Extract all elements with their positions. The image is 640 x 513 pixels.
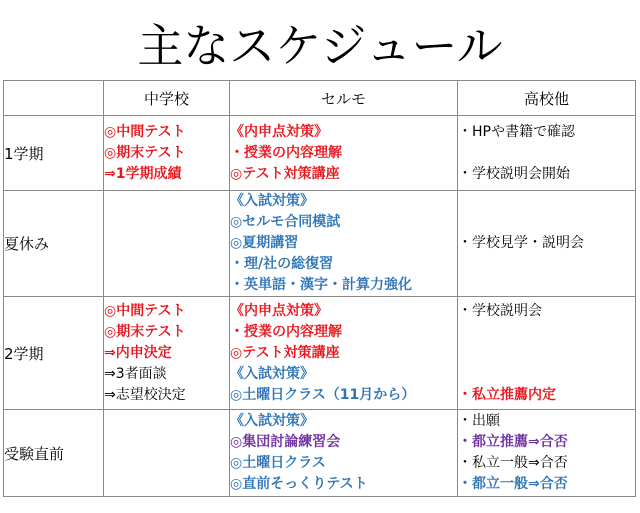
schedule-item: ◎集団討論練習会	[230, 434, 341, 450]
schedule-item: ◎夏期講習	[230, 235, 299, 251]
schedule-item: ・英単語・漢字・計算力強化	[230, 277, 412, 293]
junior-high-cell	[104, 116, 230, 191]
high-school-cell	[458, 410, 636, 497]
header-junior-high: 中学校	[104, 81, 230, 116]
schedule-item: ・出願	[458, 413, 500, 429]
schedule-item: ・私立推薦内定	[458, 386, 556, 403]
schedule-item: ・HPや書籍で確認	[458, 123, 575, 140]
schedule-item: ◎期末テスト	[104, 323, 186, 340]
high-school-cell	[458, 191, 636, 297]
header-row	[4, 81, 636, 116]
schedule-item: ・学校見学・説明会	[458, 235, 584, 251]
schedule-item: ・授業の内容理解	[230, 323, 342, 340]
schedule-item: ・都立一般⇒合否	[458, 476, 568, 492]
schedule-item: 《入試対策》	[230, 365, 314, 382]
high-school-cell	[458, 297, 636, 410]
schedule-item: ⇒1学期成績	[104, 165, 182, 182]
selmo-cell	[230, 297, 458, 410]
term-label: 夏休み	[4, 191, 104, 297]
table-row	[4, 410, 636, 497]
schedule-item: 《入試対策》	[230, 413, 314, 429]
selmo-cell	[230, 116, 458, 191]
schedule-item: ◎テスト対策講座	[230, 165, 340, 182]
schedule-item: ・学校説明会開始	[458, 165, 570, 182]
schedule-item: ◎直前そっくりテスト	[230, 476, 368, 492]
schedule-table	[3, 80, 636, 497]
schedule-item: ⇒3者面談	[104, 365, 167, 382]
schedule-item: ◎中間テスト	[104, 302, 186, 319]
schedule-item: 《内申点対策》	[230, 123, 328, 140]
schedule-item: ◎土曜日クラス（11月から）	[230, 386, 416, 403]
junior-high-cell	[104, 297, 230, 410]
schedule-item: ・学校説明会	[458, 302, 542, 319]
schedule-item: ◎セルモ合同模試	[230, 214, 341, 230]
schedule-item: ◎期末テスト	[104, 144, 186, 161]
header-selmo: セルモ	[230, 81, 458, 116]
high-school-cell	[458, 116, 636, 191]
schedule-item	[458, 143, 635, 164]
schedule-item	[458, 364, 635, 385]
selmo-cell	[230, 191, 458, 297]
term-label: 2学期	[4, 297, 104, 410]
schedule-item: ・理/社の総復習	[230, 256, 334, 272]
schedule-item: ◎中間テスト	[104, 123, 186, 140]
term-label: 受験直前	[4, 410, 104, 497]
table-row	[4, 297, 636, 410]
schedule-item	[458, 343, 635, 364]
schedule-item: 《入試対策》	[230, 193, 314, 209]
schedule-item: ◎テスト対策講座	[230, 344, 340, 361]
schedule-item: ⇒内申決定	[104, 344, 172, 361]
schedule-item: ・私立一般⇒合否	[458, 455, 568, 471]
table-row	[4, 116, 636, 191]
term-label: 1学期	[4, 116, 104, 191]
selmo-cell	[230, 410, 458, 497]
page-title: 主なスケジュール	[137, 19, 503, 73]
header-empty	[4, 81, 104, 116]
header-high-school: 高校他	[458, 81, 636, 116]
schedule-item: ・授業の内容理解	[230, 144, 342, 161]
schedule-item: ⇒志望校決定	[104, 386, 186, 403]
schedule-item: ・都立推薦⇒合否	[458, 434, 568, 450]
schedule-item	[458, 322, 635, 343]
schedule-item: 《内申点対策》	[230, 302, 328, 319]
junior-high-cell	[104, 191, 230, 297]
schedule-item: ◎土曜日クラス	[230, 455, 326, 471]
table-row	[4, 191, 636, 297]
junior-high-cell	[104, 410, 230, 497]
